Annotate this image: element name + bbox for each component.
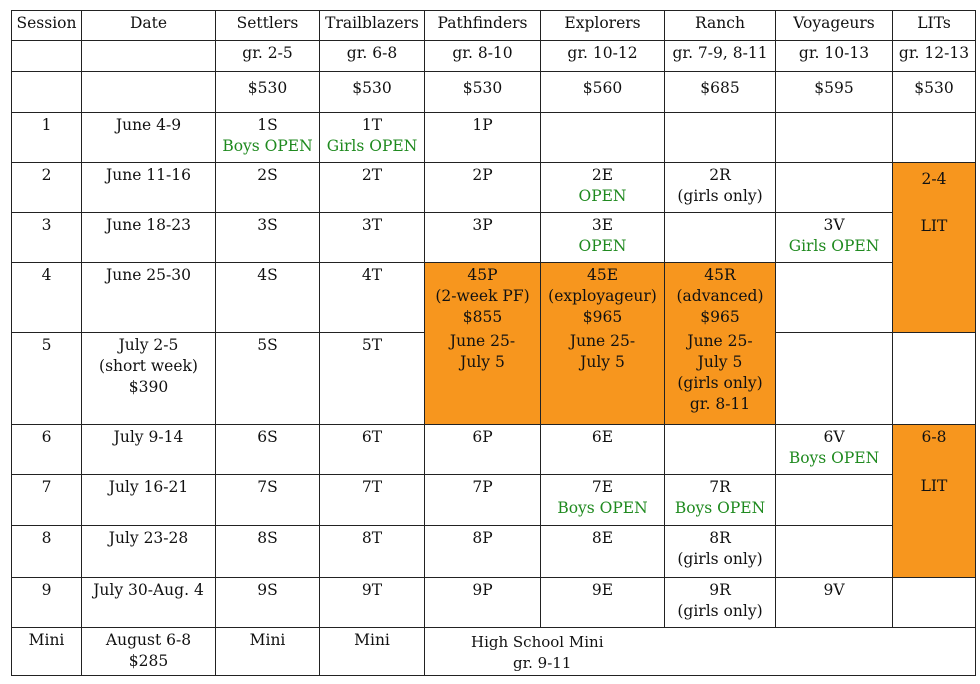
price-pathfinders: $530 [425,72,541,113]
voyageurs-cell: 3V Girls OPEN [776,213,893,263]
trailblazers-cell: 3T [320,213,425,263]
pathfinders-cell: 3P [425,213,541,263]
trailblazers-cell: Mini [320,628,425,676]
lit-label: LIT [920,217,948,235]
open-status: Boys OPEN [557,499,648,517]
session-row-6 [12,425,976,475]
trailblazers-cell: 2T [320,163,425,213]
settlers-cell: 5S [216,333,320,425]
session-date: June 11-16 [82,163,216,213]
price-voyageurs: $595 [776,72,893,113]
session-row-9 [12,578,976,628]
settlers-cell: 9S [216,578,320,628]
ranch-cell: 8R (girls only) [665,526,776,578]
voyageurs-cell: 6V Boys OPEN [776,425,893,475]
session-row-1 [12,113,976,163]
explorers-cell: 2E OPEN [541,163,665,213]
grade-lits: gr. 12-13 [893,41,976,72]
session-row-8 [12,526,976,578]
two-week-pathfinders-block: 45P (2-week PF) $855 June 25- July 5 [425,263,541,425]
session-number: 6 [12,425,82,475]
lit-label: LIT [920,477,948,495]
settlers-cell: 1S Boys OPEN [216,113,320,163]
session-date: July 9-14 [82,425,216,475]
session-row-7 [12,475,976,526]
explorers-cell: 6E [541,425,665,475]
high-school-mini-cell: High School Mini gr. 9-11 [425,628,976,676]
grade-trailblazers: gr. 6-8 [320,41,425,72]
session-date: June 4-9 [82,113,216,163]
voyageurs-cell: 9V [776,578,893,628]
settlers-cell: 3S [216,213,320,263]
session-date: July 30-Aug. 4 [82,578,216,628]
mini-session-row [12,628,976,676]
session-row-3 [12,213,976,263]
settlers-cell: 2S [216,163,320,213]
header-row [12,11,976,41]
session-number: 7 [12,475,82,526]
session-number: 2 [12,163,82,213]
open-status: Girls OPEN [326,137,418,155]
settlers-cell: 4S [216,263,320,333]
ranch-cell: 9R (girls only) [665,578,776,628]
settlers-cell: Mini [216,628,320,676]
session-date: June 25-30 [82,263,216,333]
col-header-lits: LITs [893,11,976,41]
col-header-voyageurs: Voyageurs [776,11,893,41]
pathfinders-cell: 7P [425,475,541,526]
prices-row [12,72,976,113]
ranch-cell: 7R Boys OPEN [665,475,776,526]
price-settlers: $530 [216,72,320,113]
grades-row [12,41,976,72]
session-row-2 [12,163,976,213]
explorers-cell: 7E Boys OPEN [541,475,665,526]
grade-voyageurs: gr. 10-13 [776,41,893,72]
settlers-cell: 6S [216,425,320,475]
session-number: Mini [12,628,82,676]
col-header-ranch: Ranch [665,11,776,41]
two-week-explorers-block: 45E (exployageur) $965 June 25- July 5 [541,263,665,425]
trailblazers-cell: 6T [320,425,425,475]
trailblazers-cell: 5T [320,333,425,425]
trailblazers-cell: 8T [320,526,425,578]
trailblazers-cell: 7T [320,475,425,526]
price-lits: $530 [893,72,976,113]
session-number: 9 [12,578,82,628]
col-header-pathfinders: Pathfinders [425,11,541,41]
col-header-session: Session [12,11,82,41]
trailblazers-cell: 1T Girls OPEN [320,113,425,163]
open-status: Boys OPEN [788,449,880,467]
explorers-cell: 9E [541,578,665,628]
open-status: Boys OPEN [222,137,313,155]
price-explorers: $560 [541,72,665,113]
price-ranch: $685 [665,72,776,113]
lit-range: 6-8 [921,428,947,446]
col-header-settlers: Settlers [216,11,320,41]
col-header-explorers: Explorers [541,11,665,41]
grade-settlers: gr. 2-5 [216,41,320,72]
session-date: August 6-8 $285 [82,628,216,676]
two-week-ranch-block: 45R (advanced) $965 June 25- July 5 (girls only) gr. 8-11 [665,263,776,425]
session-date: July 23-28 [82,526,216,578]
open-status: OPEN [578,187,627,205]
session-row-4 [12,263,976,333]
grade-explorers: gr. 10-12 [541,41,665,72]
trailblazers-cell: 4T [320,263,425,333]
session-date: July 16-21 [82,475,216,526]
pathfinders-cell: 9P [425,578,541,628]
grade-ranch: gr. 7-9, 8-11 [665,41,776,72]
session-number: 4 [12,263,82,333]
open-status: Girls OPEN [788,237,880,255]
grade-pathfinders: gr. 8-10 [425,41,541,72]
pathfinders-cell: 6P [425,425,541,475]
trailblazers-cell: 9T [320,578,425,628]
session-date: July 2-5 (short week) $390 [82,333,216,425]
session-schedule-table [11,10,976,676]
pathfinders-cell: 1P [425,113,541,163]
col-header-date: Date [82,11,216,41]
ranch-cell: 2R (girls only) [665,163,776,213]
lit-block-2-4 [893,163,976,333]
lit-block-6-8 [893,425,976,578]
session-number: 5 [12,333,82,425]
col-header-trailblazers: Trailblazers [320,11,425,41]
explorers-cell: 3E OPEN [541,213,665,263]
settlers-cell: 7S [216,475,320,526]
price-trailblazers: $530 [320,72,425,113]
session-number: 3 [12,213,82,263]
explorers-cell: 8E [541,526,665,578]
session-number: 8 [12,526,82,578]
session-number: 1 [12,113,82,163]
pathfinders-cell: 2P [425,163,541,213]
session-date: June 18-23 [82,213,216,263]
pathfinders-cell: 8P [425,526,541,578]
open-status: OPEN [578,237,627,255]
open-status: Boys OPEN [674,499,766,517]
settlers-cell: 8S [216,526,320,578]
lit-range: 2-4 [921,170,947,188]
